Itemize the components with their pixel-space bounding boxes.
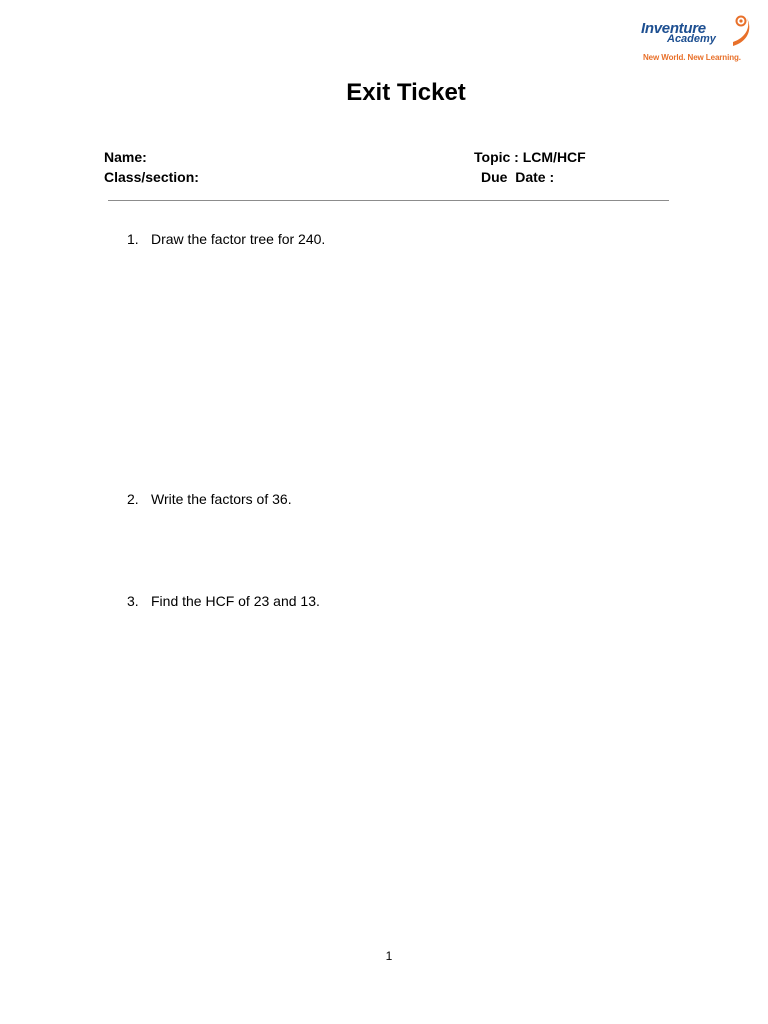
- due-date-label: Due Date :: [481, 169, 555, 185]
- question-2-number: 2.: [127, 491, 139, 507]
- class-section-label: Class/section:: [104, 169, 199, 185]
- question-1: [127, 231, 325, 247]
- logo-text-inventure: Inventure: [641, 20, 706, 37]
- topic-label: Topic : LCM/HCF: [474, 149, 586, 165]
- logo-tagline: New World. New Learning.: [643, 53, 741, 62]
- logo-text-academy: Academy: [667, 33, 716, 45]
- question-1-number: 1.: [127, 231, 139, 247]
- name-label: Name:: [104, 149, 147, 165]
- logo-swoosh-icon: [729, 12, 753, 48]
- header-divider: [108, 200, 669, 201]
- question-1-text: Draw the factor tree for 240.: [151, 231, 326, 247]
- page-title: Exit Ticket: [346, 79, 466, 106]
- question-3-text: Find the HCF of 23 and 13.: [151, 593, 320, 609]
- question-3-number: 3.: [127, 593, 139, 609]
- page-number: 1: [385, 949, 393, 963]
- question-3: [127, 593, 320, 609]
- question-2: [127, 491, 292, 507]
- question-2-text: Write the factors of 36.: [151, 491, 292, 507]
- inventure-academy-logo: [637, 10, 755, 66]
